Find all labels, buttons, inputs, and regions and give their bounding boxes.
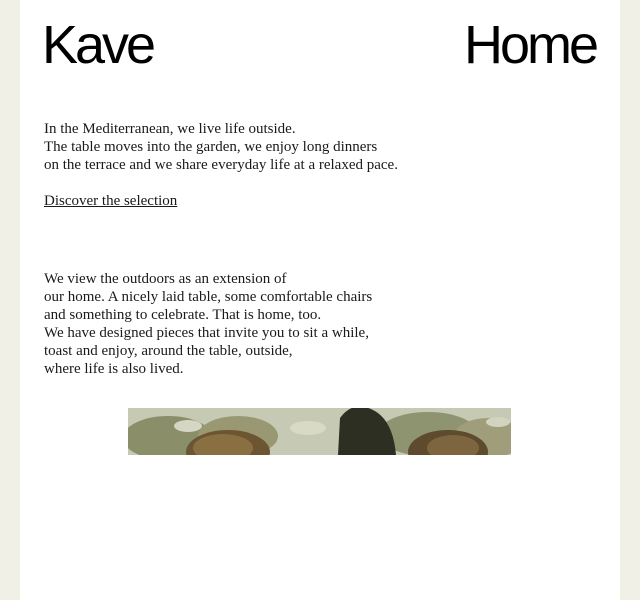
intro-line: In the Mediterranean, we live life outside. [44,121,296,137]
body-line: and something to celebrate. That is home, too. [44,307,322,323]
body-line: We have designed pieces that invite you to sit a while, [44,325,369,341]
body-paragraph [44,270,372,378]
body-line: where life is also lived. [44,361,184,377]
body-line: toast and enjoy, around the table, outside, [44,343,293,359]
intro-paragraph [44,120,398,174]
body-line: We view the outdoors as an extension of [44,271,287,287]
brand-logo-home[interactable]: Home [463,15,596,75]
outdoor-photo-image [128,408,511,455]
email-page [20,0,620,600]
intro-line: The table moves into the garden, we enjoy long dinners [44,139,378,155]
body-line: our home. A nicely laid table, some comfortable chairs [44,289,373,305]
intro-line: on the terrace and we share everyday life at a relaxed pace. [44,157,398,173]
brand-logo-kave[interactable]: Kave [42,15,154,75]
discover-selection-link[interactable]: Discover the selection [44,193,178,209]
outdoor-photo[interactable] [128,408,511,455]
